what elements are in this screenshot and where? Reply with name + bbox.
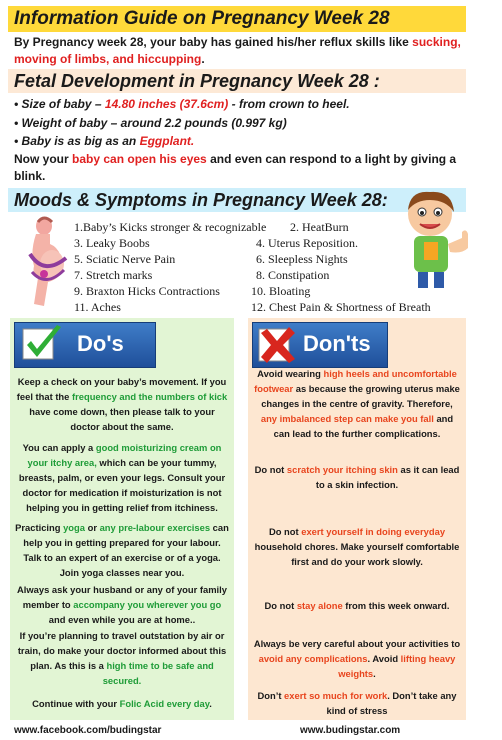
moods-symptoms-heading: Moods & Symptoms in Pregnancy Week 28: [8, 188, 466, 212]
dos-item-3-highlight: any pre-labour exercises [99, 522, 211, 533]
symptom-item: 2. HeatBurn [290, 220, 349, 234]
fetal-size-compare [14, 133, 194, 150]
symptom-item: 1.Baby’s Kicks stronger & recognizable [74, 220, 267, 234]
dos-item-1-highlight: frequency and the numbers of kick [71, 391, 228, 402]
fetal-eyes-highlight: baby can open his eyes [72, 152, 207, 166]
donts-item-5-highlight: avoid any complications [258, 653, 368, 664]
donts-item-1-highlight: high heels and uncomfortable footwear [254, 368, 457, 394]
fetal-size-label: • Size of baby – [14, 97, 105, 111]
donts-item-5-text: . Avoid [367, 653, 401, 664]
dos-item-6-text-end: . [209, 698, 212, 709]
dos-item-6-text: Continue with your [32, 698, 120, 709]
donts-item-1-text: as because the growing uterus make changes in the centre of gravity. Therefore, [261, 383, 460, 409]
fetal-development-heading: Fetal Development in Pregnancy Week 28 : [8, 69, 466, 93]
donts-item-6-text-end: . Don’t take any kind of stress [326, 690, 457, 716]
donts-badge [252, 322, 388, 368]
donts-item-1 [252, 366, 462, 441]
donts-item-2-text: Do not [254, 464, 287, 475]
donts-item-4 [252, 598, 462, 613]
donts-item-3-text: Do not [268, 526, 302, 537]
donts-item-6-text: Don’t [257, 690, 285, 701]
dos-item-6 [14, 696, 230, 711]
donts-item-5-highlight: lifting heavy weights [338, 653, 456, 679]
donts-badge-label: Don'ts [303, 331, 371, 356]
dos-item-3 [14, 520, 230, 580]
donts-item-6 [252, 688, 462, 718]
donts-item-2 [252, 462, 462, 492]
dos-item-1-text: Keep a check on your baby’s movement. If you feel that the [16, 376, 227, 402]
dos-item-2-highlight: good moisturizing cream on your itchy area, [27, 442, 222, 468]
symptom-item: 3. Leaky Boobs [74, 236, 150, 250]
dos-item-3-text-end: can help you in getting prepared for your labour. Talk to an expert of an exercise or of a yoga. Join yoga classes near you. [23, 522, 229, 578]
page-title: Information Guide on Pregnancy Week 28 [8, 6, 466, 32]
intro-text-end: . [201, 52, 205, 66]
donts-item-2-highlight: scratch your itching skin [286, 464, 398, 475]
dos-item-4 [14, 582, 230, 627]
donts-panel [248, 318, 466, 720]
dos-item-5-text: If you’re planning to travel outstation by air or train, do make your doctor informed about this plan. As this is a [17, 630, 227, 671]
fetal-eyes-text: Now your [14, 152, 73, 166]
symptom-item: 6. Sleepless Nights [256, 252, 348, 266]
dos-badge-label: Do's [77, 331, 124, 356]
symptom-item: 12. Chest Pain & Shortness of Breath [251, 300, 431, 314]
fetal-size-rest: - from crown to heel. [228, 97, 350, 111]
fetal-eyes [14, 151, 464, 185]
dos-item-1-text-end: have come down, then please talk to your doctor about the same. [29, 406, 215, 432]
donts-item-3-text-end: household chores. Make yourself comfortable first and do your work slowly. [254, 541, 460, 567]
donts-item-5 [252, 636, 462, 681]
symptom-item: 8. Constipation [256, 268, 330, 282]
dos-item-3-text: or [84, 522, 100, 533]
donts-item-1-text: Avoid wearing [257, 368, 324, 379]
dos-item-4-text: Always ask your husband or any of your family member to [17, 584, 227, 610]
donts-item-3 [252, 524, 462, 569]
dos-item-4-text-end: and even while you are at home.. [48, 614, 196, 625]
footer-facebook-link[interactable]: www.facebook.com/budingstar [14, 725, 162, 736]
fetal-big-label: • Baby is as big as an [14, 134, 140, 148]
footer-website-link[interactable]: www.budingstar.com [300, 725, 401, 736]
symptom-item: 5. Sciatic Nerve Pain [74, 252, 176, 266]
intro-highlight: sucking, moving of limbs, and hiccupping [14, 35, 461, 66]
intro-text: By Pregnancy week 28, your baby has gained his/her reflux skills like [14, 35, 413, 49]
donts-item-2-text-end: as it can lead to a skin infection. [315, 464, 460, 490]
dos-badge [14, 322, 156, 368]
donts-item-5-text-end: . [373, 668, 376, 679]
donts-item-1-text-end: and can lead to the further complications. [273, 413, 454, 439]
boy-thumbs-up-illustration [396, 188, 472, 292]
donts-item-1-highlight: any imbalanced step can make you fall [260, 413, 434, 424]
symptom-item: 9. Braxton Hicks Contractions [74, 284, 220, 298]
donts-item-6-highlight: exert so much for work [284, 690, 388, 701]
symptom-item: 10. Bloating [251, 284, 311, 298]
intro-paragraph [14, 34, 464, 68]
donts-item-3-highlight: exert yourself in doing everyday [301, 526, 446, 537]
dos-item-2-text-end: which can be your tummy, breasts, palm, or even your legs. Consult your doctor for medication if moisturization is not helping you in getting relief from itchiness. [18, 457, 226, 513]
fetal-size [14, 96, 350, 113]
dos-item-3-highlight: yoga [63, 522, 85, 533]
donts-item-4-text: Do not [264, 600, 297, 611]
fetal-eyes-text-end: and even can respond to a light by giving a blink. [14, 152, 457, 183]
donts-item-4-highlight: stay alone [296, 600, 343, 611]
dos-item-1 [14, 374, 230, 434]
dos-item-5-highlight: high time to be safe and secured. [102, 660, 214, 686]
dos-item-2-text: You can apply a [22, 442, 96, 453]
fetal-weight: • Weight of baby – around 2.2 pounds (0.997 kg) [14, 116, 287, 130]
symptom-item: 4. Uterus Reposition. [256, 236, 358, 250]
dos-item-6-highlight: Folic Acid every day [119, 698, 210, 709]
pregnant-woman-illustration [14, 214, 70, 310]
symptom-item: 11. Aches [74, 300, 121, 314]
dos-item-3-text: Practicing [15, 522, 64, 533]
fetal-size-value: 14.80 inches (37.6cm) [104, 97, 229, 111]
green-check-icon [21, 325, 65, 365]
red-x-icon [257, 325, 297, 365]
dos-item-4-highlight: accompany you wherever you go [73, 599, 222, 610]
dos-item-2 [14, 440, 230, 515]
symptom-item: 7. Stretch marks [74, 268, 153, 282]
donts-item-5-text: Always be very careful about your activities to [253, 638, 461, 649]
fetal-big-value: Eggplant. [139, 134, 195, 148]
donts-item-4-text-end: from this week onward. [342, 600, 450, 611]
dos-item-5 [14, 628, 230, 688]
dos-panel [10, 318, 234, 720]
